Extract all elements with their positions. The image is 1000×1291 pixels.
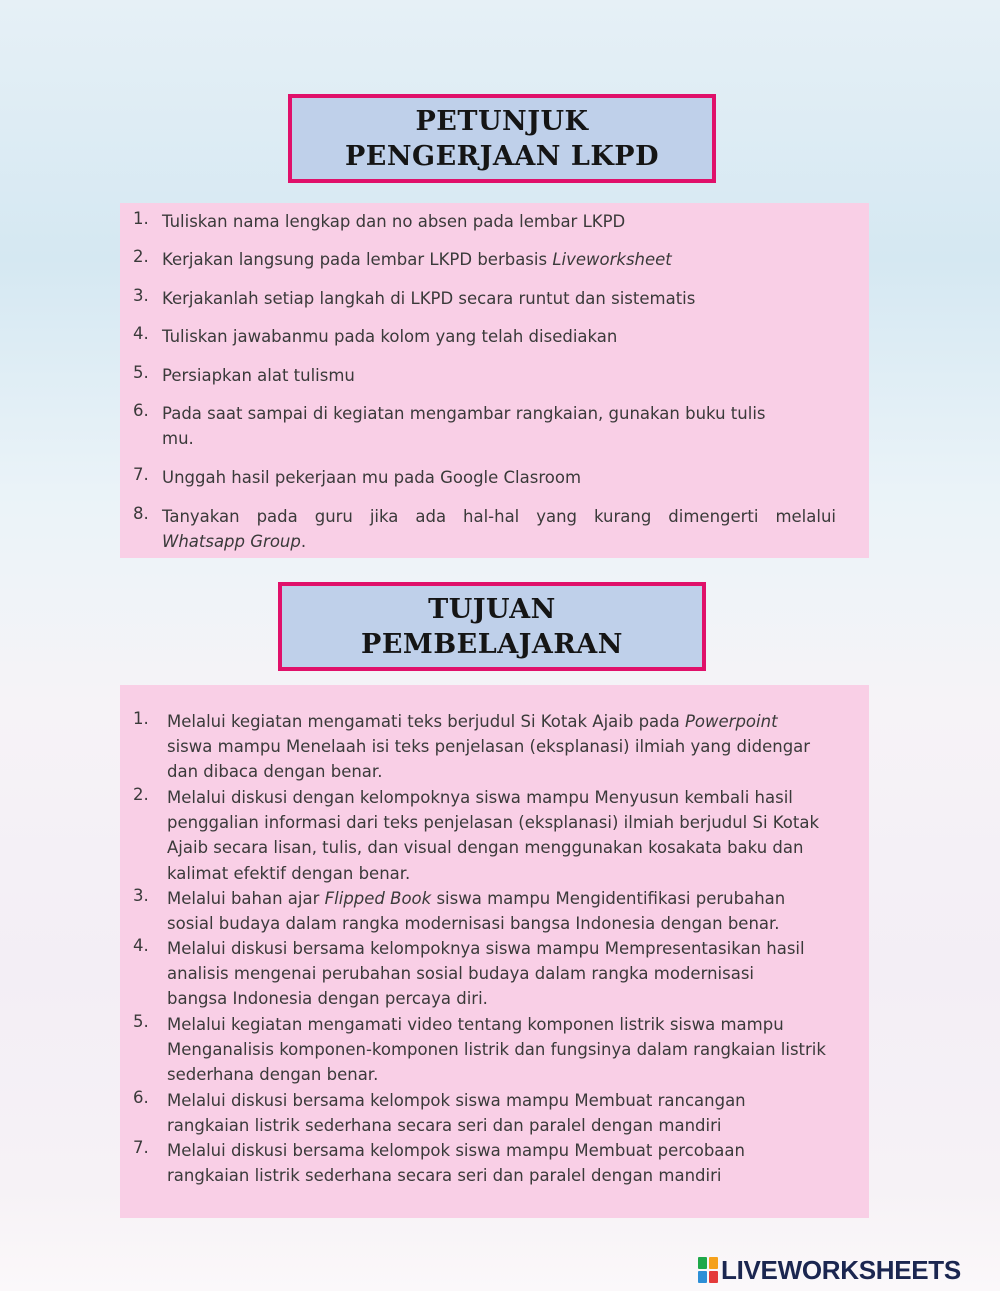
instructions-title-line2: PENGERJAAN LKPD [344, 140, 660, 172]
item-number: 2. [133, 247, 149, 266]
item-number: 1. [133, 709, 149, 728]
list-item [133, 363, 836, 388]
item-number: 4. [133, 936, 149, 955]
item-text-line2: rangkaian listrik sederhana secara seri dan paralel dengan mandiri [167, 1116, 722, 1136]
list-item [133, 465, 836, 490]
item-text-line2: penggalian informasi dari teks penjelasan (eksplanasi) ilmiah berjudul Si Kotak [167, 813, 820, 833]
item-number: 7. [133, 1138, 149, 1157]
item-number: 3. [133, 886, 149, 905]
item-text-line1: Melalui diskusi bersama kelompok siswa mampu Membuat rancangan [167, 1091, 746, 1110]
objectives-panel [120, 685, 869, 1218]
list-item: 8. Tanyakan pada guru jika ada hal-hal yang kurang dimengerti melalui Whatsapp Group. [133, 504, 836, 551]
item-text: Melalui bahan ajar [167, 889, 325, 908]
list-item [133, 709, 855, 785]
item-text: Tuliskan nama lengkap dan no absen pada lembar LKPD [162, 212, 626, 231]
item-text-line1: Pada saat sampai di kegiatan mengambar rangkaian, gunakan buku tulis [162, 404, 766, 423]
list-item [133, 401, 836, 451]
item-text-line3: dan dibaca dengan benar. [167, 762, 383, 782]
item-text-italic: Flipped Book [324, 889, 432, 908]
item-text: Melalui kegiatan mengamati teks berjudul Si Kotak Ajaib pada [167, 712, 685, 731]
list-item [133, 286, 836, 311]
list-item: 3. Melalui bahan ajar Flipped Book siswa mampu Mengidentifikasi perubahan sosial budaya dalam rangka modernisasi bangsa Indonesia dengan benar. [133, 886, 855, 936]
instructions-panel [120, 203, 869, 558]
item-text-line2: siswa mampu Menelaah isi teks penjelasan (eksplanasi) ilmiah yang didengar [167, 737, 811, 757]
item-text-line2: mu. [162, 429, 194, 448]
list-item [133, 209, 836, 234]
item-text-line4: kalimat efektif dengan benar. [167, 863, 411, 883]
item-text-line1: Tanyakan pada guru jika ada hal-hal yang kurang dimengerti melalui [162, 507, 836, 526]
objectives-title-line2: PEMBELAJARAN [361, 628, 623, 660]
item-number: 4. [133, 324, 149, 343]
logo-square [709, 1271, 718, 1283]
list-item [133, 247, 836, 272]
item-text-italic: Liveworksheet [552, 250, 672, 269]
item-text: Persiapkan alat tulismu [162, 366, 355, 385]
item-text-italic: Powerpoint [684, 712, 778, 731]
item-text-line1: Melalui diskusi bersama kelompok siswa mampu Membuat percobaan [167, 1141, 745, 1160]
logo-square [698, 1257, 707, 1269]
list-item [133, 1012, 855, 1088]
logo-mark-icon [698, 1257, 718, 1283]
item-number: 6. [133, 1088, 149, 1107]
item-text-line3: sederhana dengan benar. [167, 1065, 379, 1085]
item-text-italic: Whatsapp Group [162, 532, 301, 551]
item-number: 3. [133, 286, 149, 305]
item-number: 2. [133, 785, 149, 804]
list-item [133, 324, 836, 349]
list-item [133, 1088, 855, 1138]
item-text-line2: analisis mengenai perubahan sosial budaya dalam rangka modernisasi [167, 964, 755, 984]
item-text-line2: rangkaian listrik sederhana secara seri dan paralel dengan mandiri [167, 1166, 722, 1186]
item-text: Kerjakanlah setiap langkah di LKPD secara runtut dan sistematis [162, 289, 696, 308]
item-number: 6. [133, 401, 149, 420]
item-text: Tuliskan jawabanmu pada kolom yang telah disediakan [162, 327, 618, 346]
item-text-line1: Melalui diskusi dengan kelompoknya siswa mampu Menyusun kembali hasil [167, 788, 793, 807]
item-text-line2: sosial budaya dalam rangka modernisasi bangsa Indonesia dengan benar. [167, 914, 780, 934]
instructions-title-line1: PETUNJUK [415, 105, 589, 137]
item-text: Unggah hasil pekerjaan mu pada Google Clasroom [162, 468, 582, 487]
item-text-line2: Menganalisis komponen-komponen listrik dan fungsinya dalam rangkaian listrik [167, 1040, 826, 1060]
item-text-line3: Ajaib secara lisan, tulis, dan visual dengan menggunakan kosakata baku dan [167, 838, 804, 858]
item-number: 5. [133, 1012, 149, 1031]
item-number: 7. [133, 465, 149, 484]
item-text-line1: Melalui diskusi bersama kelompoknya siswa mampu Mempresentasikan hasil [167, 939, 805, 958]
logo-text: LIVEWORKSHEETS [721, 1254, 961, 1285]
item-number: 1. [133, 209, 149, 228]
objectives-title-line1: TUJUAN [428, 593, 556, 625]
instructions-title-box [288, 94, 716, 183]
item-number: 8. [133, 504, 149, 523]
item-text: Kerjakan langsung pada lembar LKPD berbasis [162, 250, 553, 269]
list-item [133, 785, 855, 886]
list-item [133, 936, 855, 1012]
logo-square [698, 1271, 707, 1283]
objectives-title-box [278, 582, 706, 671]
item-text-line1: Melalui kegiatan mengamati video tentang komponen listrik siswa mampu [167, 1015, 784, 1034]
liveworksheets-logo[interactable] [698, 1255, 993, 1285]
list-item [133, 1138, 855, 1188]
item-number: 5. [133, 363, 149, 382]
logo-square [709, 1257, 718, 1269]
item-text-line3: bangsa Indonesia dengan percaya diri. [167, 989, 488, 1009]
